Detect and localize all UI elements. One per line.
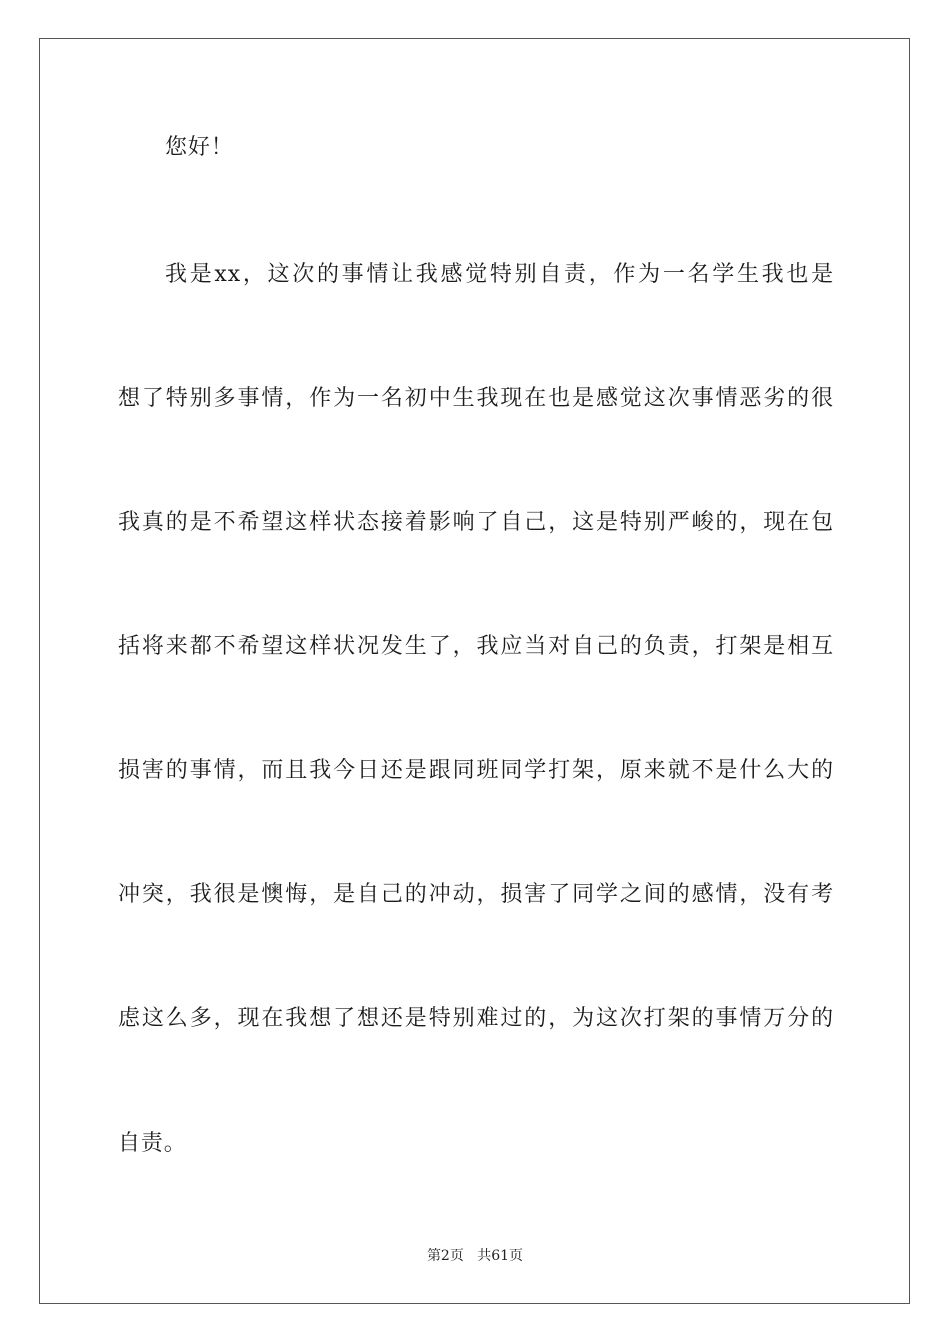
page-frame	[39, 38, 910, 1304]
body-line-3: 我真的是不希望这样状态接着影响了自己，这是特别严峻的，现在包	[118, 510, 834, 535]
body-line-5: 损害的事情，而且我今日还是跟同班同学打架，原来就不是什么大的	[118, 758, 834, 783]
greeting-line: 您好！	[165, 135, 234, 160]
page-footer	[0, 1246, 950, 1266]
body-line-8: 自责。	[118, 1131, 187, 1156]
page-number-label: 第2页	[426, 1248, 464, 1264]
body-line-7: 虑这么多，现在我想了想还是特别难过的，为这次打架的事情万分的	[118, 1006, 834, 1031]
body-line-6: 冲突，我很是懊悔，是自己的冲动，损害了同学之间的感情，没有考	[118, 882, 834, 907]
body-line-1: 我是xx，这次的事情让我感觉特别自责，作为一名学生我也是	[165, 262, 834, 287]
page-total-label: 共61页	[477, 1248, 524, 1264]
body-line-4: 括将来都不希望这样状况发生了，我应当对自己的负责，打架是相互	[118, 634, 834, 659]
body-line-2: 想了特别多事情，作为一名初中生我现在也是感觉这次事情恶劣的很	[118, 386, 834, 411]
